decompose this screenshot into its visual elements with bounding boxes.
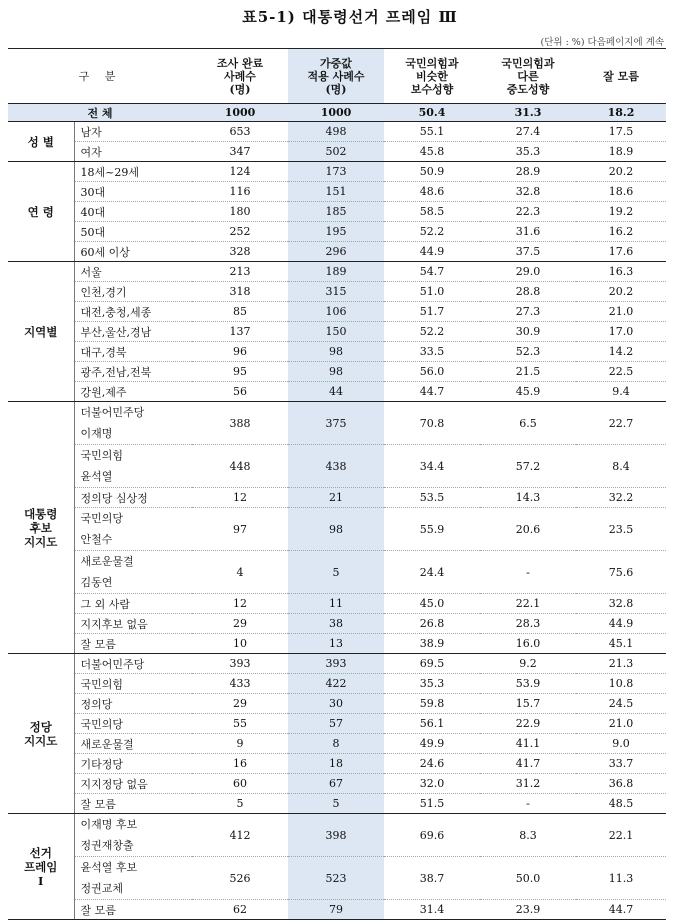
cell-value: 17.5 (576, 122, 666, 142)
cell-value: 151 (288, 182, 384, 202)
total-value: 50.4 (384, 104, 480, 122)
table-row (8, 322, 666, 342)
cell-value: 185 (288, 202, 384, 222)
cell-value: 44.7 (384, 382, 480, 402)
table-row (8, 382, 666, 402)
cell-value: 21.5 (480, 362, 576, 382)
cell-value: 20.2 (576, 282, 666, 302)
cell-value: 54.7 (384, 262, 480, 282)
cell-value: 28.3 (480, 614, 576, 634)
cell-value: 189 (288, 262, 384, 282)
row-label: 국민의힘 윤석열 (74, 445, 192, 488)
row-label: 50대 (74, 222, 192, 242)
cell-value: 32.8 (480, 182, 576, 202)
cell-value: 62 (192, 900, 288, 920)
cell-value: 35.3 (480, 142, 576, 162)
cell-value: 58.5 (384, 202, 480, 222)
table-row (8, 488, 666, 508)
group-label: 성 별 (8, 122, 74, 162)
row-label: 60세 이상 (74, 242, 192, 262)
cell-value: 388 (192, 402, 288, 445)
cell-value: 12 (192, 594, 288, 614)
cell-value: 5 (288, 794, 384, 814)
cell-value: 8.4 (576, 445, 666, 488)
cell-value: 18.6 (576, 182, 666, 202)
cell-value: 9.4 (576, 382, 666, 402)
cell-value: 49.9 (384, 734, 480, 754)
cell-value: 52.2 (384, 322, 480, 342)
table-row (8, 202, 666, 222)
table-row (8, 222, 666, 242)
cell-value: 34.4 (384, 445, 480, 488)
cell-value: 75.6 (576, 551, 666, 594)
row-label: 새로운물결 (74, 734, 192, 754)
cell-value: 45.9 (480, 382, 576, 402)
row-label: 서울 (74, 262, 192, 282)
table-row (8, 754, 666, 774)
cell-value: 5 (288, 551, 384, 594)
cell-value: 50.9 (384, 162, 480, 182)
cell-value: 17.0 (576, 322, 666, 342)
cell-value: 11.3 (576, 857, 666, 900)
cell-value: 35.3 (384, 674, 480, 694)
cell-value: 21.0 (576, 302, 666, 322)
cell-value: 44.9 (384, 242, 480, 262)
cell-value: 85 (192, 302, 288, 322)
cell-value: 32.2 (576, 488, 666, 508)
row-label: 18세~29세 (74, 162, 192, 182)
cell-value: 20.6 (480, 508, 576, 551)
cell-value: 16 (192, 754, 288, 774)
cell-value: 106 (288, 302, 384, 322)
table-row (8, 182, 666, 202)
cell-value: 23.5 (576, 508, 666, 551)
cell-value: 55.9 (384, 508, 480, 551)
total-value: 18.2 (576, 104, 666, 122)
cell-value: 14.2 (576, 342, 666, 362)
cell-value: 9 (192, 734, 288, 754)
cell-value: 59.8 (384, 694, 480, 714)
table-row (8, 774, 666, 794)
cell-value: 53.9 (480, 674, 576, 694)
cell-value: 29 (192, 694, 288, 714)
cell-value: 56.1 (384, 714, 480, 734)
row-label: 광주,전남,전북 (74, 362, 192, 382)
cell-value: 50.0 (480, 857, 576, 900)
cell-value: - (480, 794, 576, 814)
group-label: 대통령 후보 지지도 (8, 402, 74, 654)
group-label: 지역별 (8, 262, 74, 402)
cell-value: 57.2 (480, 445, 576, 488)
total-label: 전 체 (8, 104, 192, 122)
table-row (8, 794, 666, 814)
group-label: 연 령 (8, 162, 74, 262)
cell-value: 55.1 (384, 122, 480, 142)
cell-value: 27.4 (480, 122, 576, 142)
header-col1: 조사 완료 사례수 (명) (192, 49, 288, 104)
total-value: 1000 (288, 104, 384, 122)
cell-value: 18.9 (576, 142, 666, 162)
cell-value: 13 (288, 634, 384, 654)
cell-value: 21.3 (576, 654, 666, 674)
cell-value: 16.3 (576, 262, 666, 282)
row-label: 30대 (74, 182, 192, 202)
row-label: 지지정당 없음 (74, 774, 192, 794)
row-label: 40대 (74, 202, 192, 222)
cell-value: 422 (288, 674, 384, 694)
cell-value: 51.0 (384, 282, 480, 302)
cell-value: 53.5 (384, 488, 480, 508)
unit-note: (단위 : %) 다음페이지에 계속 (540, 37, 664, 48)
cell-value: 393 (192, 654, 288, 674)
cell-value: 44.7 (576, 900, 666, 920)
cell-value: 33.5 (384, 342, 480, 362)
cell-value: 8 (288, 734, 384, 754)
cell-value: 22.5 (576, 362, 666, 382)
row-label: 새로운물결 김동연 (74, 551, 192, 594)
cell-value: 22.3 (480, 202, 576, 222)
row-label: 대전,충청,세종 (74, 302, 192, 322)
row-label: 정의당 심상정 (74, 488, 192, 508)
row-label: 인천,경기 (74, 282, 192, 302)
cell-value: 195 (288, 222, 384, 242)
cell-value: 318 (192, 282, 288, 302)
table-row (8, 594, 666, 614)
cell-value: 70.8 (384, 402, 480, 445)
cell-value: 12 (192, 488, 288, 508)
header-col3: 국민의힘과 비슷한 보수성향 (384, 49, 480, 104)
cell-value: 51.5 (384, 794, 480, 814)
cell-value: 17.6 (576, 242, 666, 262)
table-row (8, 122, 666, 142)
cell-value: 16.2 (576, 222, 666, 242)
table-row (8, 282, 666, 302)
cell-value: 45.8 (384, 142, 480, 162)
cell-value: 28.8 (480, 282, 576, 302)
header-row (8, 49, 666, 104)
cell-value: 48.6 (384, 182, 480, 202)
cell-value: 124 (192, 162, 288, 182)
cell-value: 21.0 (576, 714, 666, 734)
cell-value: 173 (288, 162, 384, 182)
cell-value: 69.6 (384, 814, 480, 857)
cell-value: 45.0 (384, 594, 480, 614)
cell-value: 24.4 (384, 551, 480, 594)
row-label: 여자 (74, 142, 192, 162)
table-row (8, 342, 666, 362)
cell-value: 57 (288, 714, 384, 734)
cell-value: 31.2 (480, 774, 576, 794)
cell-value: 38.9 (384, 634, 480, 654)
header-category: 구 분 (8, 49, 192, 104)
row-label: 그 외 사람 (74, 594, 192, 614)
cell-value: 51.7 (384, 302, 480, 322)
cell-value: 24.6 (384, 754, 480, 774)
cell-value: 23.9 (480, 900, 576, 920)
cell-value: 393 (288, 654, 384, 674)
group-label: 정당 지지도 (8, 654, 74, 814)
cell-value: 95 (192, 362, 288, 382)
table-row (8, 445, 666, 488)
table-row (8, 674, 666, 694)
row-label: 강원,제주 (74, 382, 192, 402)
cell-value: 56.0 (384, 362, 480, 382)
cell-value: 98 (288, 362, 384, 382)
cell-value: 347 (192, 142, 288, 162)
cell-value: 36.8 (576, 774, 666, 794)
cell-value: 41.7 (480, 754, 576, 774)
cell-value: 31.4 (384, 900, 480, 920)
cell-value: 18 (288, 754, 384, 774)
cell-value: 502 (288, 142, 384, 162)
cell-value: 433 (192, 674, 288, 694)
row-label: 지지후보 없음 (74, 614, 192, 634)
cell-value: 438 (288, 445, 384, 488)
cell-value: 24.5 (576, 694, 666, 714)
cell-value: 45.1 (576, 634, 666, 654)
table-title: 표5-1) 대통령선거 프레임 Ⅲ (242, 8, 458, 26)
table-row (8, 508, 666, 551)
cell-value: 21 (288, 488, 384, 508)
cell-value: 9.2 (480, 654, 576, 674)
data-table (8, 48, 666, 920)
cell-value: 98 (288, 508, 384, 551)
cell-value: 60 (192, 774, 288, 794)
cell-value: 375 (288, 402, 384, 445)
cell-value: 52.3 (480, 342, 576, 362)
row-label: 남자 (74, 122, 192, 142)
cell-value: 328 (192, 242, 288, 262)
cell-value: 52.2 (384, 222, 480, 242)
table-row (8, 614, 666, 634)
cell-value: 22.1 (480, 594, 576, 614)
cell-value: 8.3 (480, 814, 576, 857)
cell-value: 97 (192, 508, 288, 551)
cell-value: 526 (192, 857, 288, 900)
total-value: 31.3 (480, 104, 576, 122)
row-label: 기타정당 (74, 754, 192, 774)
row-label: 잘 모름 (74, 794, 192, 814)
cell-value: 22.1 (576, 814, 666, 857)
group-label: 선거 프레임 Ⅰ (8, 814, 74, 920)
table-row (8, 242, 666, 262)
cell-value: 296 (288, 242, 384, 262)
table-row (8, 694, 666, 714)
cell-value: 56 (192, 382, 288, 402)
cell-value: 252 (192, 222, 288, 242)
header-col2: 가중값 적용 사례수 (명) (288, 49, 384, 104)
cell-value: 15.7 (480, 694, 576, 714)
row-label: 이재명 후보 정권재창출 (74, 814, 192, 857)
cell-value: 14.3 (480, 488, 576, 508)
row-label: 국민의당 안철수 (74, 508, 192, 551)
cell-value: 19.2 (576, 202, 666, 222)
cell-value: 11 (288, 594, 384, 614)
table-row (8, 654, 666, 674)
table-row (8, 634, 666, 654)
cell-value: 137 (192, 322, 288, 342)
cell-value: 79 (288, 900, 384, 920)
table-row (8, 302, 666, 322)
cell-value: 55 (192, 714, 288, 734)
cell-value: 29.0 (480, 262, 576, 282)
cell-value: 315 (288, 282, 384, 302)
table-row (8, 714, 666, 734)
cell-value: 22.7 (576, 402, 666, 445)
cell-value: 37.5 (480, 242, 576, 262)
cell-value: 30.9 (480, 322, 576, 342)
cell-value: - (480, 551, 576, 594)
cell-value: 38 (288, 614, 384, 634)
row-label: 잘 모름 (74, 634, 192, 654)
header-col4: 국민의힘과 다른 중도성향 (480, 49, 576, 104)
cell-value: 31.6 (480, 222, 576, 242)
cell-value: 33.7 (576, 754, 666, 774)
total-row (8, 104, 666, 122)
table-row (8, 900, 666, 920)
row-label: 더불어민주당 이재명 (74, 402, 192, 445)
table-row (8, 262, 666, 282)
cell-value: 9.0 (576, 734, 666, 754)
cell-value: 5 (192, 794, 288, 814)
cell-value: 180 (192, 202, 288, 222)
row-label: 정의당 (74, 694, 192, 714)
table-row (8, 362, 666, 382)
cell-value: 116 (192, 182, 288, 202)
row-label: 더불어민주당 (74, 654, 192, 674)
cell-value: 96 (192, 342, 288, 362)
cell-value: 26.8 (384, 614, 480, 634)
cell-value: 6.5 (480, 402, 576, 445)
cell-value: 67 (288, 774, 384, 794)
row-label: 국민의당 (74, 714, 192, 734)
cell-value: 150 (288, 322, 384, 342)
table-row (8, 734, 666, 754)
cell-value: 29 (192, 614, 288, 634)
cell-value: 98 (288, 342, 384, 362)
cell-value: 30 (288, 694, 384, 714)
cell-value: 10 (192, 634, 288, 654)
table-row (8, 551, 666, 594)
row-label: 잘 모름 (74, 900, 192, 920)
cell-value: 412 (192, 814, 288, 857)
table-row (8, 402, 666, 445)
table-row (8, 162, 666, 182)
row-label: 국민의힘 (74, 674, 192, 694)
row-label: 부산,울산,경남 (74, 322, 192, 342)
cell-value: 27.3 (480, 302, 576, 322)
header-col5: 잘 모름 (576, 49, 666, 104)
table-row (8, 814, 666, 857)
row-label: 윤석열 후보 정권교체 (74, 857, 192, 900)
cell-value: 44 (288, 382, 384, 402)
cell-value: 22.9 (480, 714, 576, 734)
table-row (8, 857, 666, 900)
cell-value: 20.2 (576, 162, 666, 182)
cell-value: 523 (288, 857, 384, 900)
cell-value: 41.1 (480, 734, 576, 754)
total-value: 1000 (192, 104, 288, 122)
cell-value: 38.7 (384, 857, 480, 900)
cell-value: 10.8 (576, 674, 666, 694)
cell-value: 4 (192, 551, 288, 594)
cell-value: 16.0 (480, 634, 576, 654)
table-row (8, 142, 666, 162)
cell-value: 44.9 (576, 614, 666, 634)
cell-value: 48.5 (576, 794, 666, 814)
cell-value: 653 (192, 122, 288, 142)
cell-value: 448 (192, 445, 288, 488)
cell-value: 213 (192, 262, 288, 282)
cell-value: 32.8 (576, 594, 666, 614)
row-label: 대구,경북 (74, 342, 192, 362)
cell-value: 32.0 (384, 774, 480, 794)
cell-value: 398 (288, 814, 384, 857)
cell-value: 498 (288, 122, 384, 142)
cell-value: 69.5 (384, 654, 480, 674)
cell-value: 28.9 (480, 162, 576, 182)
